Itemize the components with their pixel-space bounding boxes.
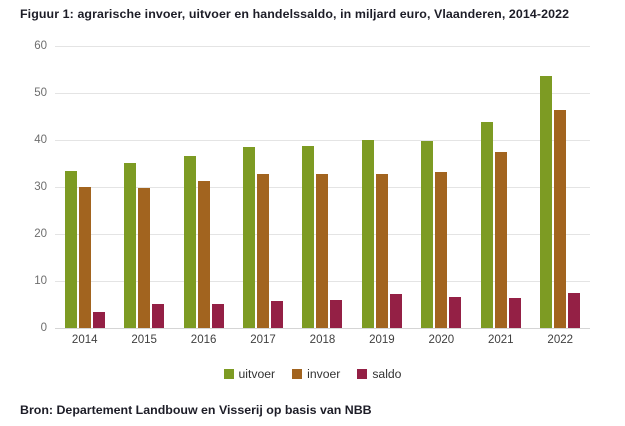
legend-item-uitvoer	[224, 367, 276, 381]
x-tick-label-2022: 2022	[547, 334, 574, 346]
bar-invoer-2018	[316, 174, 328, 328]
x-tick-label-2016: 2016	[190, 334, 217, 346]
bar-uitvoer-2016	[184, 156, 196, 328]
bar-invoer-2016	[198, 181, 210, 328]
plot-area	[34, 40, 590, 334]
bar-saldo-2017	[271, 301, 283, 328]
bar-saldo-2020	[449, 297, 461, 328]
figure-source: Bron: Departement Landbouw en Visserij op basis van NBB	[20, 403, 372, 417]
y-tick-label-40: 40	[34, 134, 47, 146]
bar-uitvoer-2020	[421, 141, 433, 328]
bar-group-2015	[114, 46, 173, 328]
bar-group-2021	[471, 46, 530, 328]
bar-uitvoer-2021	[481, 122, 493, 328]
bar-uitvoer-2017	[243, 147, 255, 328]
bar-invoer-2022	[554, 110, 566, 328]
figure-title: Figuur 1: agrarische invoer, uitvoer en handelssaldo, in miljard euro, Vlaanderen, 2014-2022	[20, 7, 570, 21]
bar-group-2019	[352, 46, 411, 328]
y-tick-label-10: 10	[34, 275, 47, 287]
x-axis-tick-labels	[55, 334, 590, 346]
x-tick-label-2018: 2018	[309, 334, 336, 346]
bars-layer	[55, 46, 590, 328]
legend	[0, 367, 625, 381]
legend-swatch-invoer	[292, 369, 302, 379]
bar-group-2016	[174, 46, 233, 328]
legend-swatch-uitvoer	[224, 369, 234, 379]
bar-uitvoer-2015	[124, 163, 136, 328]
legend-label-saldo: saldo	[372, 367, 402, 381]
x-tick-label-2015: 2015	[131, 334, 157, 346]
bar-invoer-2019	[376, 174, 388, 328]
legend-label-invoer: invoer	[307, 367, 341, 381]
bar-group-2014	[55, 46, 114, 328]
bar-uitvoer-2022	[540, 76, 552, 328]
gridline-y-0	[55, 328, 590, 329]
y-tick-label-0: 0	[40, 322, 47, 334]
x-tick-label-2019: 2019	[369, 334, 395, 346]
bar-invoer-2014	[79, 187, 91, 328]
legend-swatch-saldo	[357, 369, 367, 379]
y-tick-label-30: 30	[34, 181, 47, 193]
x-tick-label-2021: 2021	[487, 334, 514, 346]
y-tick-label-20: 20	[34, 228, 47, 240]
bar-group-2018	[293, 46, 352, 328]
x-tick-label-2017: 2017	[250, 334, 276, 346]
legend-item-invoer	[292, 367, 340, 381]
bar-saldo-2016	[212, 304, 224, 328]
x-tick-label-2014: 2014	[71, 334, 98, 346]
bar-group-2017	[233, 46, 292, 328]
bar-saldo-2022	[568, 293, 580, 328]
bar-group-2022	[531, 46, 590, 328]
x-tick-label-2020: 2020	[428, 334, 455, 346]
bar-group-2020	[412, 46, 471, 328]
bar-invoer-2015	[138, 188, 150, 328]
bar-invoer-2021	[495, 152, 507, 328]
y-tick-label-60: 60	[34, 40, 47, 52]
y-tick-label-50: 50	[34, 87, 47, 99]
bar-saldo-2018	[330, 300, 342, 328]
bar-uitvoer-2018	[302, 146, 314, 328]
legend-item-saldo	[357, 367, 401, 381]
legend-label-uitvoer: uitvoer	[238, 367, 276, 381]
bar-invoer-2020	[435, 172, 447, 328]
bar-saldo-2014	[93, 312, 105, 328]
bar-invoer-2017	[257, 174, 269, 328]
bar-saldo-2015	[152, 304, 164, 328]
bar-uitvoer-2014	[65, 171, 77, 328]
bar-saldo-2019	[390, 294, 402, 328]
bar-uitvoer-2019	[362, 140, 374, 328]
bar-saldo-2021	[509, 298, 521, 328]
